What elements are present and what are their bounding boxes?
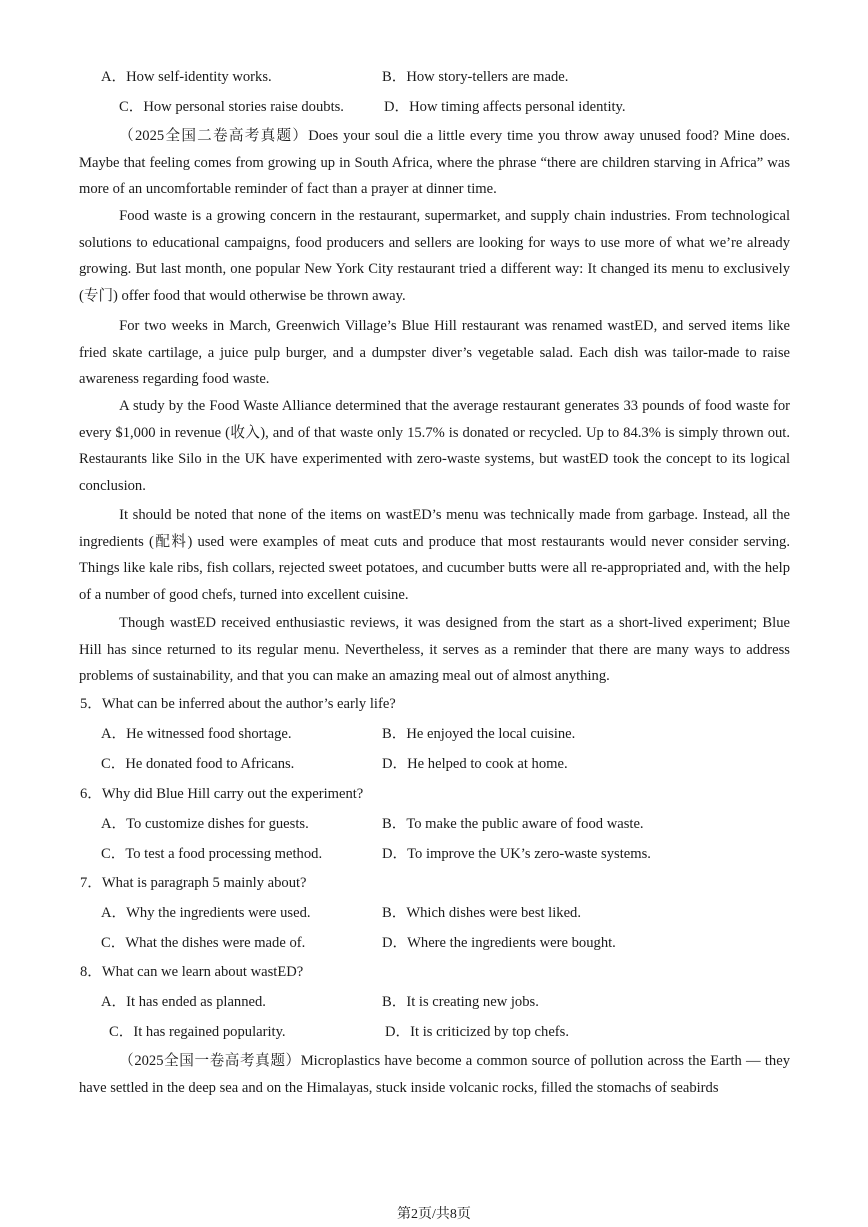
option-d: D．It is criticized by top chefs.	[385, 1024, 569, 1040]
next-passage-paragraph: （2025全国一卷高考真题）Microplastics have become a common source of pollution across the Earth — they have settled in the deep sea and on the Himalayas, stuck inside volcanic rocks, filled the stomachs of seabirds	[79, 1053, 790, 1096]
option-a: A．How self-identity works.	[101, 69, 272, 85]
option-c: C．How personal stories raise doubts.	[119, 99, 344, 115]
option-row	[0, 843, 868, 865]
option-d: D．Where the ingredients were bought.	[382, 935, 616, 951]
option-d: D．He helped to cook at home.	[382, 756, 568, 772]
passage-paragraph-5: It should be noted that none of the items on wastED’s menu was technically made from garbage. Instead, all the ingredients (配料) used were examples of meat cuts and produce that most restaurants would never consider serving. Things like kale ribs, fish collars, rejected sweet potatoes, and cucumber butts were all re-appropriated and, with the help of a number of good chefs, turned into excellent cuisine.	[79, 507, 790, 603]
option-a: A．It has ended as planned.	[101, 994, 266, 1010]
option-row	[0, 66, 868, 88]
question-stem: 5．What can be inferred about the author’s early life?	[80, 696, 396, 712]
passage-paragraph-4: A study by the Food Waste Alliance determined that the average restaurant generates 33 pounds of food waste for every $1,000 in revenue (收入), and of that waste only 15.7% is donated or recycled. Up to 84.3% is simply thrown out. Restaurants like Silo in the UK have experimented with zero-waste systems, but wastED took the concept to its logical conclusion.	[79, 398, 790, 494]
option-a: A．He witnessed food shortage.	[101, 726, 292, 742]
option-b: B．To make the public aware of food waste.	[382, 816, 644, 832]
option-row	[0, 991, 868, 1013]
option-a: A．Why the ingredients were used.	[101, 905, 311, 921]
option-b: B．Which dishes were best liked.	[382, 905, 581, 921]
option-b: B．He enjoyed the local cuisine.	[382, 726, 576, 742]
option-row	[0, 902, 868, 924]
option-d: D．To improve the UK’s zero-waste systems.	[382, 846, 651, 862]
option-c: C．What the dishes were made of.	[101, 935, 306, 951]
option-row	[0, 723, 868, 745]
option-row	[0, 96, 868, 118]
option-b: B．It is creating new jobs.	[382, 994, 539, 1010]
option-row	[0, 932, 868, 954]
option-c: C．He donated food to Africans.	[101, 756, 295, 772]
option-c: C．To test a food processing method.	[101, 846, 323, 862]
question-stem: 8．What can we learn about wastED?	[80, 964, 304, 980]
question-stem: 7．What is paragraph 5 mainly about?	[80, 875, 307, 891]
option-b: B．How story-tellers are made.	[382, 69, 569, 85]
page-number: 第2页/共8页	[397, 1207, 471, 1222]
option-c: C．It has regained popularity.	[109, 1024, 286, 1040]
passage-paragraph-6: Though wastED received enthusiastic reviews, it was designed from the start as a short-lived experiment; Blue Hill has since returned to its regular menu. Nevertheless, it serves as a reminder that there are many ways to address problems of sustainability, and that you can make an amazing meal out of almost anything.	[79, 615, 790, 685]
question-stem: 6．Why did Blue Hill carry out the experiment?	[80, 786, 364, 802]
option-a: A．To customize dishes for guests.	[101, 816, 309, 832]
option-row	[0, 813, 868, 835]
passage-paragraph-1: （2025全国二卷高考真题）Does your soul die a little every time you throw away unused food? Mine does. Maybe that feeling comes from growing up in South Africa, where the phrase “there are children starving in Africa” was more of an uncomfortable reminder of fact than a prayer at dinner time.	[79, 128, 790, 198]
passage-paragraph-2: Food waste is a growing concern in the restaurant, supermarket, and supply chain industries. From technological solutions to educational campaigns, food producers and sellers are looking for ways to use more of what we’re already growing. But last month, one popular New York City restaurant tried a different way: It changed its menu to exclusively (专门) offer food that would otherwise be thrown away.	[79, 208, 790, 304]
passage-paragraph-3: For two weeks in March, Greenwich Village’s Blue Hill restaurant was renamed wastED, and served items like fried skate cartilage, a juice pulp burger, and a dumpster diver’s vegetable salad. Each dish was tailor-made to raise awareness regarding food waste.	[79, 318, 790, 388]
option-d: D．How timing affects personal identity.	[384, 99, 626, 115]
option-row	[0, 753, 868, 775]
option-row	[0, 1021, 868, 1043]
